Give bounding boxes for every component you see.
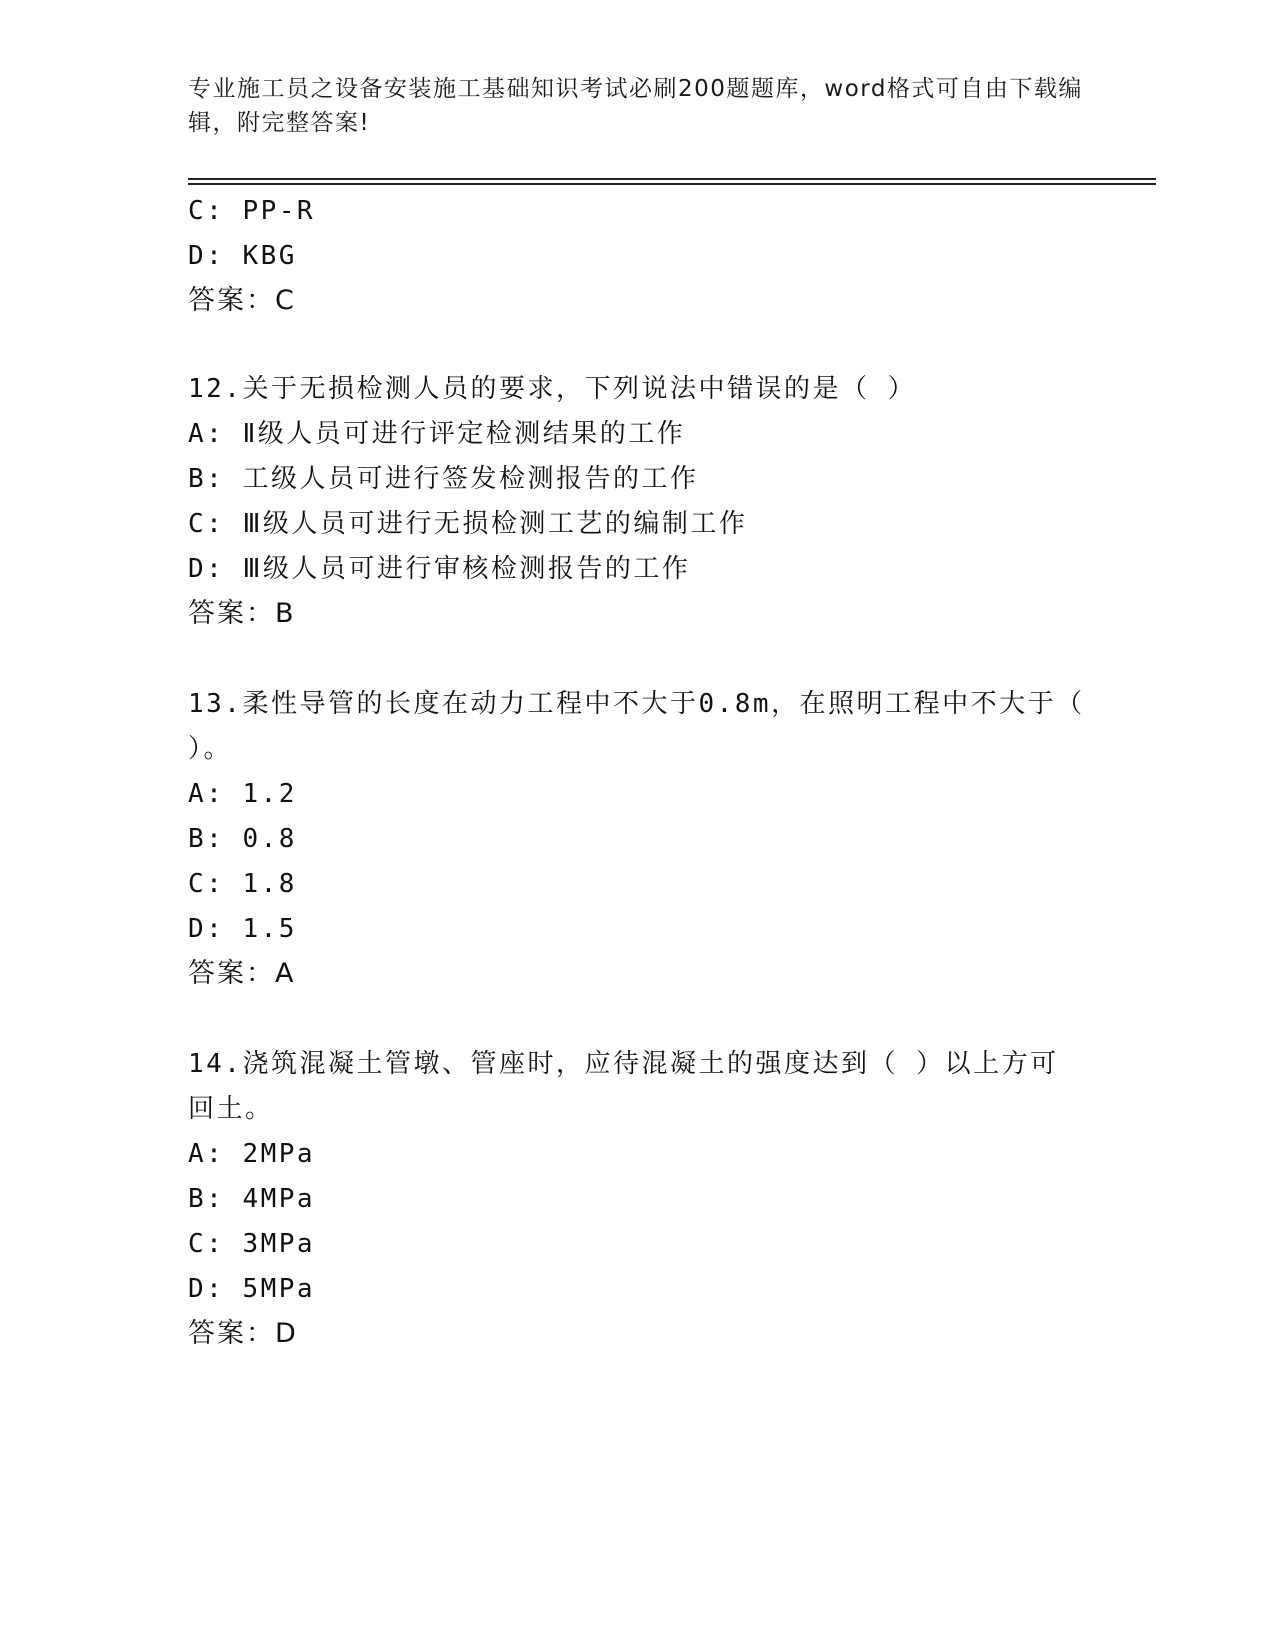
q14-answer xyxy=(188,1318,297,1350)
answer-value: B xyxy=(275,598,295,629)
q13-option-b: B: 0.8 xyxy=(188,824,297,854)
q11-answer xyxy=(188,285,295,317)
q12-question: 12.关于无损检测人员的要求，下列说法中错误的是（ ） xyxy=(188,374,917,404)
q11-option-c: C: PP-R xyxy=(188,196,316,226)
answer-value: D xyxy=(275,1318,297,1349)
q13-question-line2: ）。 xyxy=(188,734,233,764)
q12-answer xyxy=(188,598,295,630)
answer-label: 答案： xyxy=(188,598,275,629)
q12-option-d: D: Ⅲ级人员可进行审核检测报告的工作 xyxy=(188,554,691,584)
q11-option-d: D: KBG xyxy=(188,241,297,271)
q13-option-a: A: 1.2 xyxy=(188,779,297,809)
q13-option-c: C: 1.8 xyxy=(188,869,297,899)
answer-label: 答案： xyxy=(188,958,275,989)
header-rule-bottom xyxy=(188,183,1156,185)
q12-option-c: C: Ⅲ级人员可进行无损检测工艺的编制工作 xyxy=(188,509,748,539)
q13-option-d: D: 1.5 xyxy=(188,914,297,944)
answer-label: 答案： xyxy=(188,1318,275,1349)
answer-label: 答案： xyxy=(188,285,275,316)
document-header: 专业施工员之设备安装施工基础知识考试必刷200题题库，word格式可自由下载编辑，附完整答案! xyxy=(188,76,1083,136)
q14-option-c: C: 3MPa xyxy=(188,1229,316,1259)
answer-value: A xyxy=(275,958,295,989)
q13-question-line1: 13.柔性导管的长度在动力工程中不大于0.8m，在照明工程中不大于（ xyxy=(188,689,1085,719)
q13-answer xyxy=(188,958,294,990)
q14-question-line1: 14.浇筑混凝土管墩、管座时，应待混凝土的强度达到（ ）以上方可 xyxy=(188,1049,1059,1079)
q14-option-b: B: 4MPa xyxy=(188,1184,316,1214)
q12-option-b: B: 工级人员可进行签发检测报告的工作 xyxy=(188,464,699,494)
q12-option-a: A: Ⅱ级人员可进行评定检测结果的工作 xyxy=(188,419,686,449)
answer-value: C xyxy=(275,285,295,316)
q14-option-a: A: 2MPa xyxy=(188,1139,316,1169)
q14-question-line2: 回土。 xyxy=(188,1094,274,1124)
q14-option-d: D: 5MPa xyxy=(188,1274,316,1304)
header-rule-top xyxy=(188,178,1156,180)
